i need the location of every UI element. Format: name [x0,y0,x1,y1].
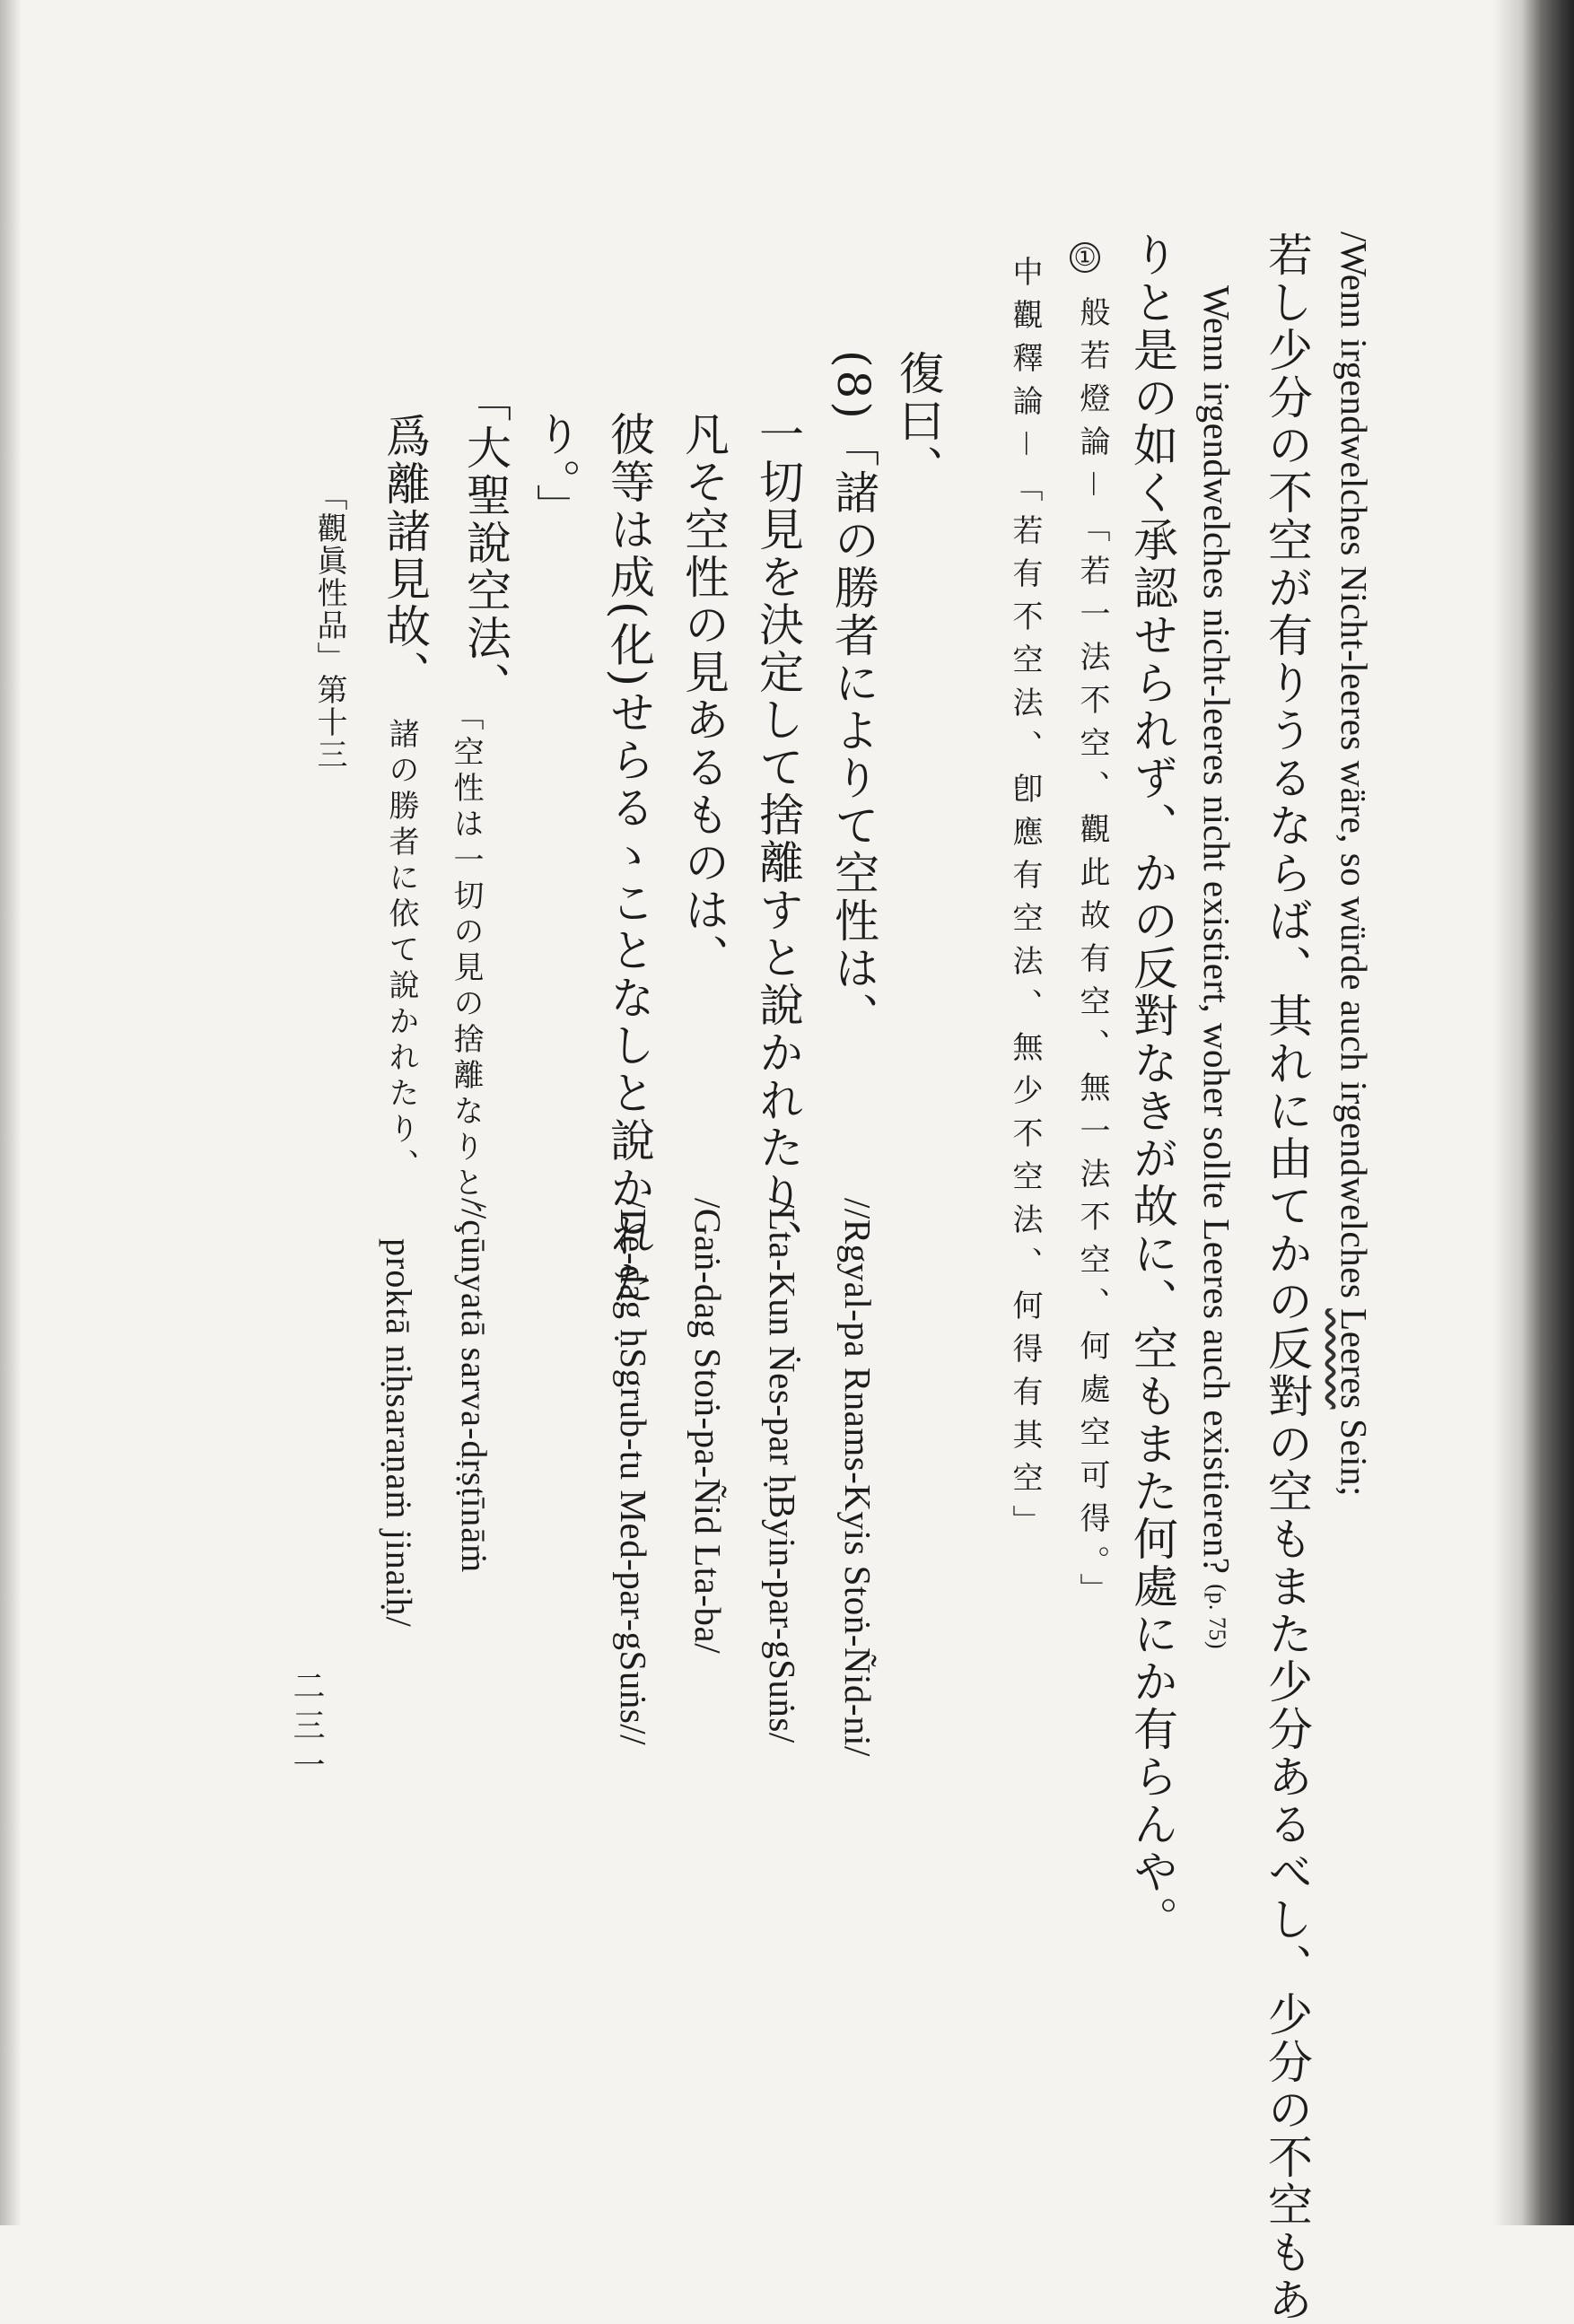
wavy-underlined-word: Leeres [1334,1308,1375,1410]
tibetan-line-2: /Lta-Kun Ṅes-par ḥByin-par-gSuṅs/ [762,1198,803,1743]
japanese-line-1: 若し少分の不空が有りうるならば、其れに由てかの反對の空もまた少分あるべし、少分の不空もあ [1261,232,1313,2324]
tibetan-line-1: //Rgyal-pa Rnams-Kyis Stoṅ-Ñid-ni/ [837,1198,879,1757]
verse-8-line-3: 凡そ空性の見あるものは、 [678,411,730,982]
sanskrit-line-2: proktā niḥsaraṇaṁ jinaiḥ/ [379,1238,419,1628]
verse-8-line-4: 彼等は成(化)せらるゝことなしと說かれた [603,411,655,1308]
verse-8-line-2: 一切見を決定して捨離すと說かれたり、 [752,411,804,1267]
scan-left-edge [0,0,22,2225]
german-line-1-text: /Wenn irgendwelches Nicht-leeres wäre, so würde auch irgendwelches [1334,232,1375,1309]
footnote-line-1: 般若燈論－「若一法不空、觀此故有空、無一法不空、何處空可得。」 [1074,296,1110,1616]
book-binding-shadow [1493,0,1574,2225]
chinese-verse-line-2: 爲離諸見故、 [379,413,431,698]
footnote-marker: ① [1070,242,1100,273]
german-line-1 [1334,232,1375,1497]
verse-8-line-1: (8)「諸の勝者によりて空性は、 [827,350,879,1040]
chinese-verse-line-1: 「大聖說空法、 [459,377,512,710]
running-header: 「觀眞性品」第十三 [311,480,347,771]
japanese-line-2: りと是の如く承認せられず、かの反對なきが故に、空もまた何處にか有らんや。 [1126,232,1178,1944]
japanese-fuku-etsu: 復曰、 [892,350,944,493]
japanese-note-line-2: 諸の勝者に依て說かれたり、 [383,718,419,1184]
page-number: 二三一 [288,1669,325,1787]
footnote-line-2: 中觀釋論－「若有不空法、卽應有空法、無少不空法、何得有其空」 [1007,256,1043,1548]
japanese-note-line-1: 「空性は一切の見の捨離なりと、 [448,700,484,1238]
german-line-2 [1198,285,1235,1649]
german-line-2-text: Wenn irgendwelches nicht-leeres nicht existiert, woher sollte Leeres auch existieren? [1196,285,1237,1585]
tibetan-line-3: /Gaṅ-dag Stoṅ-pa-Ñid Lta-ba/ [687,1198,729,1655]
page-reference: (p. 75) [1204,1584,1230,1650]
verse-8-line-5: り。」 [529,411,582,531]
sanskrit-line-1: //çūnyatā sarva-dṛṣṭīnāṁ [454,1198,494,1574]
tibetan-line-4: /De-dag ḥSgrub-tu Med-par-gSuṅs// [613,1198,654,1746]
german-line-1-tail: Sein; [1334,1409,1375,1497]
